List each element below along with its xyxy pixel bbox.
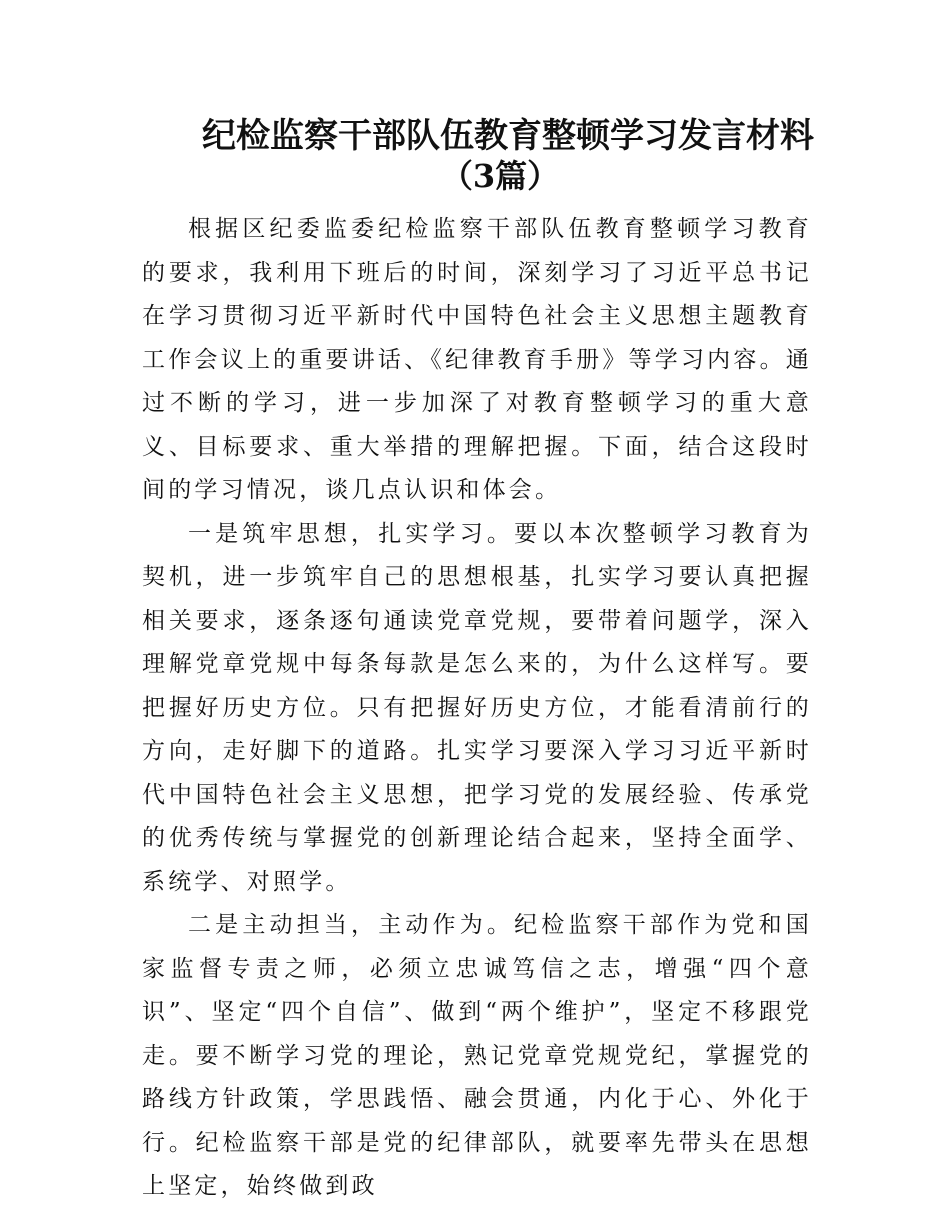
paragraph-point-2: 二是主动担当，主动作为。纪检监察干部作为党和国家监督专责之师，必须立忠诚笃信之志，增强“四个意识”、坚定“四个自信”、做到“两个维护”，坚定不移跟党走。要不断学习党的理论，熟记党章党规党纪，掌握党的路线方针政策，学思践悟、融会贯通，内化于心、外化于行。纪检监察干部是党的纪律部队，就要率先带头在思想上坚定，始终做到政 — [142, 912, 812, 1199]
document-body — [142, 208, 812, 1209]
title-line-1: 纪检监察干部队伍教育整顿学习发言材料 — [202, 116, 814, 156]
title-line-2: （3篇） — [440, 157, 560, 195]
paragraph-intro: 根据区纪委监委纪检监察干部队伍教育整顿学习教育的要求，我利用下班后的时间，深刻学习了习近平总书记在学习贯彻习近平新时代中国特色社会主义思想主题教育工作会议上的重要讲话、《纪律教育手册》等学习内容。通过不断的学习，进一步加深了对教育整顿学习的重大意义、目标要求、重大举措的理解把握。下面，结合这段时间的学习情况，谈几点认识和体会。 — [142, 216, 812, 503]
document-title — [140, 112, 840, 198]
paragraph-point-1: 一是筑牢思想，扎实学习。要以本次整顿学习教育为契机，进一步筑牢自己的思想根基，扎实学习要认真把握相关要求，逐条逐句通读党章党规，要带着问题学，深入理解党章党规中每条每款是怎么来的，为什么这样写。要把握好历史方位。只有把握好历史方位，才能看清前行的方向，走好脚下的道路。扎实学习要深入学习习近平新时代中国特色社会主义思想，把学习党的发展经验、传承党的优秀传统与掌握党的创新理论结合起来，坚持全面学、系统学、对照学。 — [142, 520, 812, 895]
